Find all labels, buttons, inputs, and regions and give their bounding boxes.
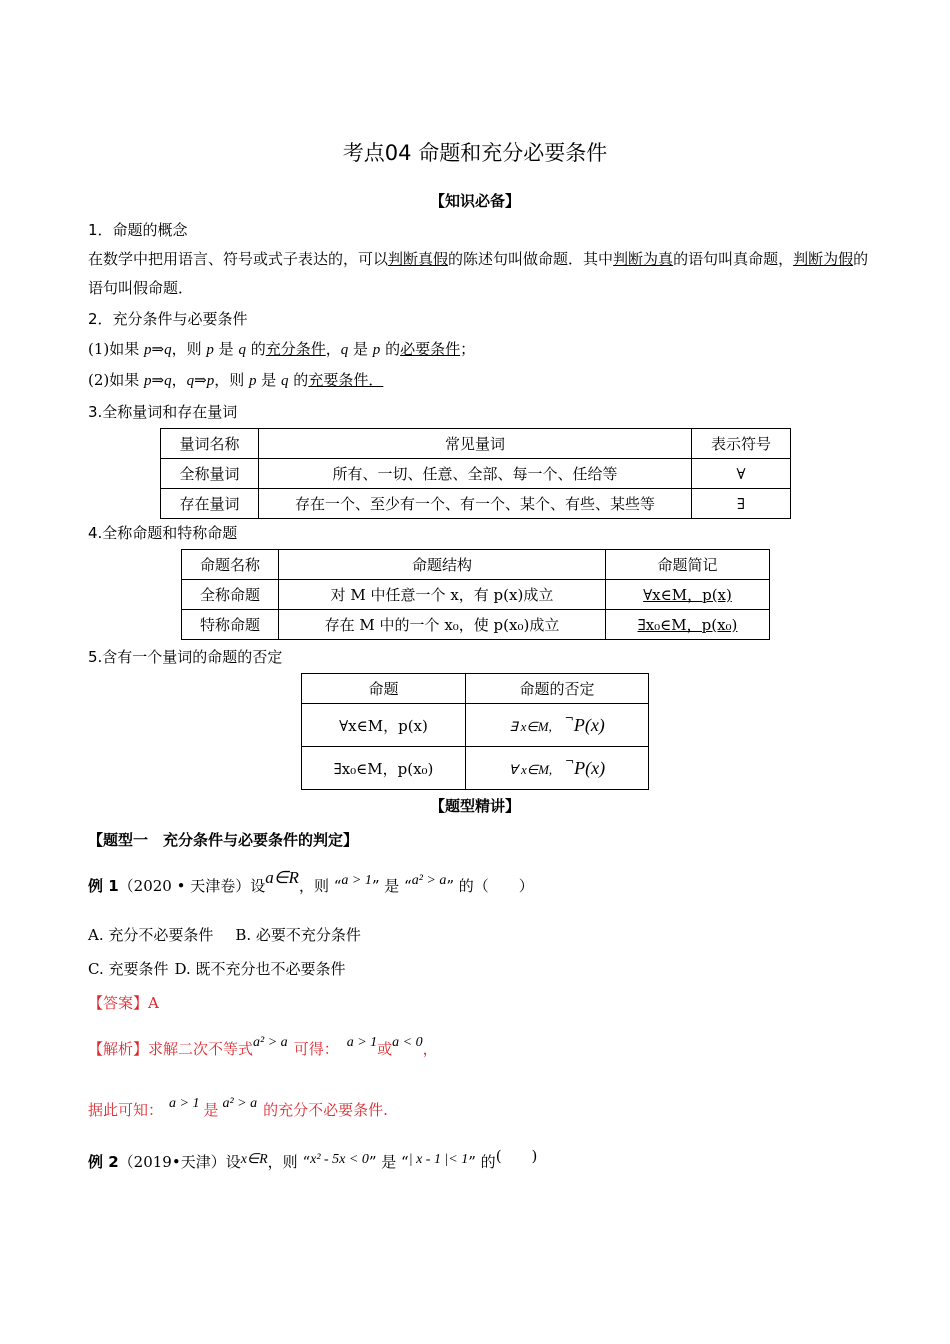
types-header: 【题型精讲】 [429, 797, 520, 815]
table-cell: 存在量词 [161, 489, 259, 519]
table-row [161, 459, 791, 489]
table-row [182, 610, 770, 640]
section-2-line-2: (2)如果 p⇒q，q⇒p，则 p 是 q 的充要条件． [88, 371, 384, 389]
table-header-cell: 表示符号 [692, 429, 791, 459]
table-cell: ∀ [692, 459, 791, 489]
option-b: B. 必要不充分条件 [235, 926, 361, 944]
example-1-question: 例 1（2020 • 天津卷）设a∈R，则 “a > 1” 是 “a² > a” 的（ ） [88, 868, 534, 895]
table-header-cell: 命题的否定 [466, 674, 649, 704]
section-1-heading: 1．命题的概念 [88, 221, 188, 239]
section-3-heading: 3.全称量词和存在量词 [88, 403, 238, 421]
table-cell: ∀x∈M，p(x) [302, 704, 466, 747]
section-1-paragraph: 在数学中把用语言、符号或式子表达的，可以判断真假的陈述句叫做命题．其中判断为真的语句叫真命题，判断为假的语句叫假命题． [88, 250, 869, 297]
table-header-cell: 常见量词 [259, 429, 692, 459]
table-cell: ∃ x∈M, ¬P(x) [466, 704, 649, 747]
table-header-cell: 命题简记 [606, 550, 770, 580]
table-cell: ∀x∈M，p(x) [606, 580, 770, 610]
table-header-row [161, 429, 791, 459]
table-row [182, 580, 770, 610]
table-row [302, 704, 649, 747]
table-header-cell: 命题 [302, 674, 466, 704]
table-row [161, 489, 791, 519]
table-cell: ∃x₀∈M，p(x₀) [606, 610, 770, 640]
page-title: 考点04 命题和充分必要条件 [342, 141, 608, 165]
example-1-options-row-2 [88, 958, 346, 979]
proposition-table [181, 549, 770, 640]
table-cell: 对 M 中任意一个 x，有 p(x)成立 [279, 580, 606, 610]
section-4-heading: 4.全称命题和特称命题 [88, 524, 238, 542]
quantifier-table [160, 428, 791, 519]
example-1-conclusion: 据此可知： a > 1 是 a² > a 的充分不必要条件. [88, 1096, 388, 1119]
table-cell: 所有、一切、任意、全部、每一个、任给等 [259, 459, 692, 489]
section-2-line-1: (1)如果 p⇒q，则 p 是 q 的充分条件，q 是 p 的必要条件； [88, 340, 476, 358]
table-cell: ∃ [692, 489, 791, 519]
table-header-cell: 量词名称 [161, 429, 259, 459]
example-1-analysis: 【解析】求解二次不等式a² > a 可得： a > 1或a < 0， [88, 1035, 438, 1058]
type-1-heading: 【题型一 充分条件与必要条件的判定】 [88, 831, 359, 849]
option-a: A. 充分不必要条件 [88, 926, 214, 944]
table-header-row [302, 674, 649, 704]
table-header-cell: 命题名称 [182, 550, 279, 580]
section-2-heading: 2．充分条件与必要条件 [88, 310, 248, 328]
example-1-answer: 【答案】A [88, 994, 159, 1012]
table-cell: ∀ x∈M, ¬P(x) [466, 747, 649, 790]
option-c: C. 充要条件 [88, 960, 169, 978]
table-cell: 存在 M 中的一个 x₀，使 p(x₀)成立 [279, 610, 606, 640]
table-header-row [182, 550, 770, 580]
table-cell: 特称命题 [182, 610, 279, 640]
table-cell: 全称命题 [182, 580, 279, 610]
example-1-options-row-1 [88, 924, 361, 945]
table-cell: 全称量词 [161, 459, 259, 489]
example-2-question: 例 2（2019•天津）设x∈R，则 “x² - 5x < 0” 是 “| x - 1 |< 1” 的( ) [88, 1147, 538, 1171]
section-5-heading: 5.含有一个量词的命题的否定 [88, 648, 283, 666]
table-cell: ∃x₀∈M，p(x₀) [302, 747, 466, 790]
table-row [302, 747, 649, 790]
table-header-cell: 命题结构 [279, 550, 606, 580]
negation-table [301, 673, 649, 790]
table-cell: 存在一个、至少有一个、有一个、某个、有些、某些等 [259, 489, 692, 519]
knowledge-header: 【知识必备】 [429, 192, 520, 210]
option-d: D. 既不充分也不必要条件 [174, 960, 346, 978]
